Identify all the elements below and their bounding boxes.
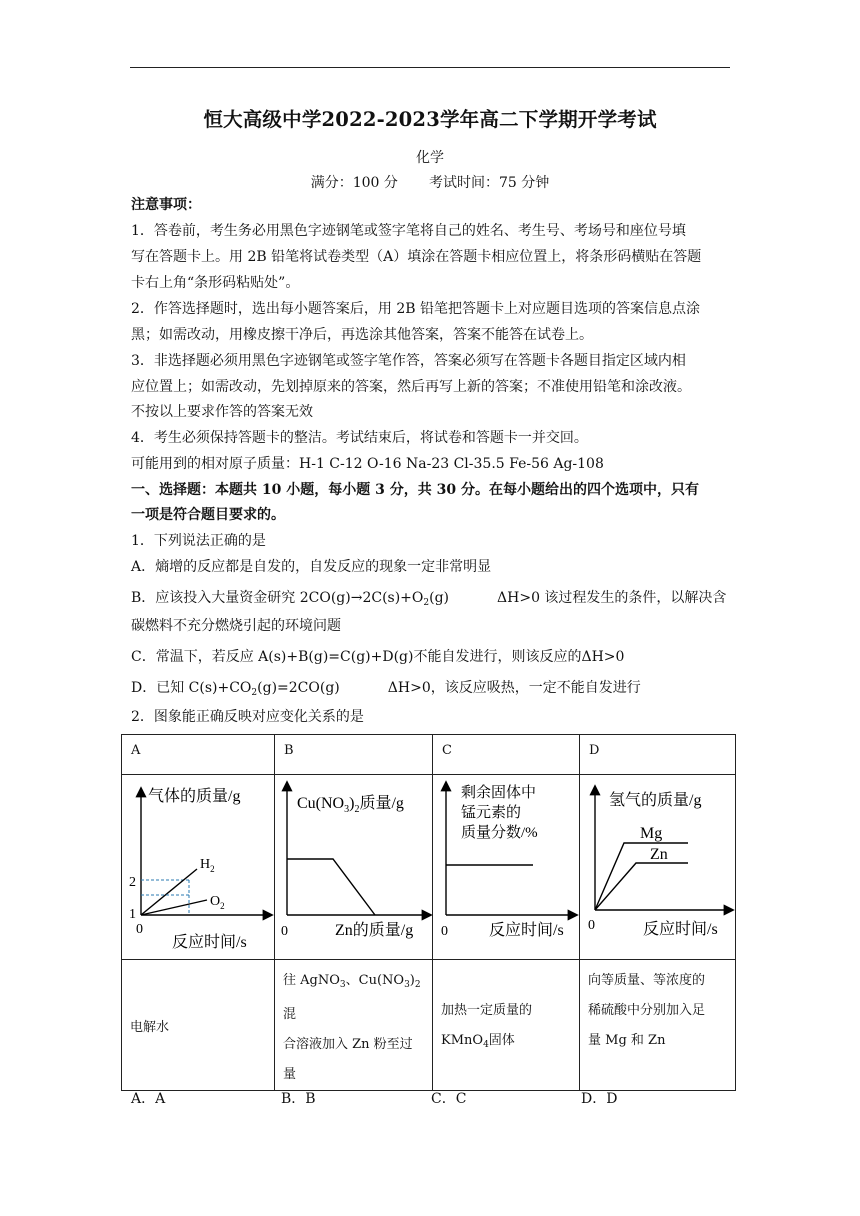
notice-line: 1．答卷前，考生务必用黑色字迹钢笔或签字笔将自己的姓名、考生号、考场号和座位号填 — [131, 223, 686, 239]
q2-option-d: D．D — [581, 1091, 618, 1107]
graph-d-zn-label: Zn — [650, 846, 668, 863]
graph-c-ylabel-1: 剩余固体中 — [461, 785, 537, 801]
exam-subject: 化学 — [416, 150, 444, 166]
notice-line: 4．考生必须保持答题卡的整洁。考试结束后，将试卷和答题卡一并交回。 — [131, 430, 588, 446]
graph-c-xlabel: 反应时间/s — [489, 922, 564, 939]
graph-a-ylabel: 气体的质量/g — [148, 788, 241, 805]
notice-line: 黑；如需改动，用橡皮擦干净后，再选涂其他答案，答案不能答在试卷上。 — [131, 327, 593, 343]
notice-line: 3．非选择题必须用黑色字迹钢笔或签字笔作答，答案必须写在答题卡各题目指定区域内相 — [131, 353, 686, 369]
graph-d — [580, 775, 736, 955]
q1-option-c: C．常温下，若反应 A(s)+B(g)=C(g)+D(g)不能自发进行，则该反应的ΔH>0 — [131, 649, 625, 665]
exam-title: 恒大高级中学2022-2023学年高二下学期开学考试 — [203, 108, 657, 131]
graph-d-origin: 0 — [588, 918, 595, 933]
q2-option-c: C．C — [431, 1091, 467, 1107]
desc-b: 往 AgNO$_3$、$Cu(NO_3)_2$混 合溶液加入 Zn 粉至过 量 — [275, 960, 433, 1091]
graph-cell-b — [275, 775, 433, 960]
graph-d-ylabel: 氢气的质量/g — [609, 792, 702, 809]
graph-b-origin: 0 — [281, 924, 288, 939]
q1-option-b-cont: 碳燃料不充分燃烧引起的环境问题 — [131, 618, 341, 634]
graph-cell-d — [580, 775, 736, 960]
q1-option-b: B．应该投入大量资金研究 $2CO(g)\to 2C(s)+O_2(g)$ ΔH>0 该过程发生的条件，以解决含 — [131, 590, 727, 608]
header-rule — [130, 67, 730, 68]
graph-c — [433, 775, 580, 955]
graph-b-xlabel: Zn的质量/g — [335, 922, 414, 939]
graph-b-line — [287, 859, 375, 915]
desc-a: 电解水 — [122, 960, 275, 1091]
graph-a-xlabel: 反应时间/s — [172, 934, 247, 951]
notice-line: 写在答题卡上。用 2B 铅笔将试卷类型（A）填涂在答题卡相应位置上，将条形码横贴在答题 — [131, 249, 702, 265]
graph-c-ylabel-2: 锰元素的 — [461, 805, 522, 821]
section-heading: 一、选择题：本题共 10 小题，每小题 3 分，共 30 分。在每小题给出的四个选项中，只有 — [131, 482, 699, 498]
notice-line: 2．作答选择题时，选出每小题答案后，用 2B 铅笔把答题卡上对应题目选项的答案信息点涂 — [131, 301, 701, 317]
col-header-c: C — [433, 735, 580, 775]
notice-heading: 注意事项： — [131, 197, 201, 213]
q2-stem: 2．图象能正确反映对应变化关系的是 — [131, 709, 364, 725]
col-header-d: D — [580, 735, 736, 775]
desc-d: 向等质量、等浓度的 稀硫酸中分别加入足 量 Mg 和 Zn — [580, 960, 736, 1091]
graph-a — [122, 775, 275, 955]
graph-d-xlabel: 反应时间/s — [643, 921, 718, 938]
atomic-masses: 可能用到的相对原子质量：H-1 C-12 O-16 Na-23 Cl-35.5 Fe-56 Ag-108 — [131, 456, 604, 472]
graph-d-mg-label: Mg — [640, 825, 663, 842]
graph-a-o2-label: $O_2$ — [210, 894, 225, 911]
graph-a-origin: 0 — [136, 922, 143, 937]
notice-line: 不按以上要求作答的答案无效 — [131, 404, 313, 420]
notice-line: 应位置上；如需改动，先划掉原来的答案，然后再写上新的答案；不准使用铅笔和涂改液。 — [131, 379, 691, 395]
section-heading: 一项是符合题目要求的。 — [131, 507, 285, 523]
col-header-b: B — [275, 735, 433, 775]
q2-table — [121, 734, 736, 1091]
graph-a-tick-2: 2 — [129, 875, 136, 890]
graph-b-ylabel: $Cu(NO_3)_2$质量/g — [297, 795, 404, 815]
q1-option-a: A．熵增的反应都是自发的，自发反应的现象一定非常明显 — [131, 559, 492, 575]
graph-d-mg-line — [595, 843, 688, 910]
desc-c: 加热一定质量的 KMnO$_4$固体 — [433, 960, 580, 1091]
col-header-a: A — [122, 735, 275, 775]
graph-cell-a — [122, 775, 275, 960]
graph-cell-c — [433, 775, 580, 960]
graph-c-origin: 0 — [441, 924, 448, 939]
q1-stem: 1．下列说法正确的是 — [131, 533, 266, 549]
q1-option-d: D．已知 $C(s)+CO_2(g)=2CO(g)$ ΔH>0，该反应吸热，一定不能自发进行 — [131, 680, 641, 698]
graph-c-ylabel-3: 质量分数/% — [461, 825, 538, 841]
q2-option-b: B．B — [281, 1091, 316, 1107]
graph-b — [275, 775, 433, 955]
graph-d-zn-line — [595, 863, 688, 910]
notice-line: 卡右上角“条形码粘贴处”。 — [131, 275, 300, 291]
exam-info: 满分：100 分 考试时间：75 分钟 — [310, 175, 550, 191]
graph-a-h2-label: $H_2$ — [200, 857, 215, 874]
q2-option-a: A．A — [131, 1091, 166, 1107]
graph-a-tick-1: 1 — [129, 907, 136, 922]
